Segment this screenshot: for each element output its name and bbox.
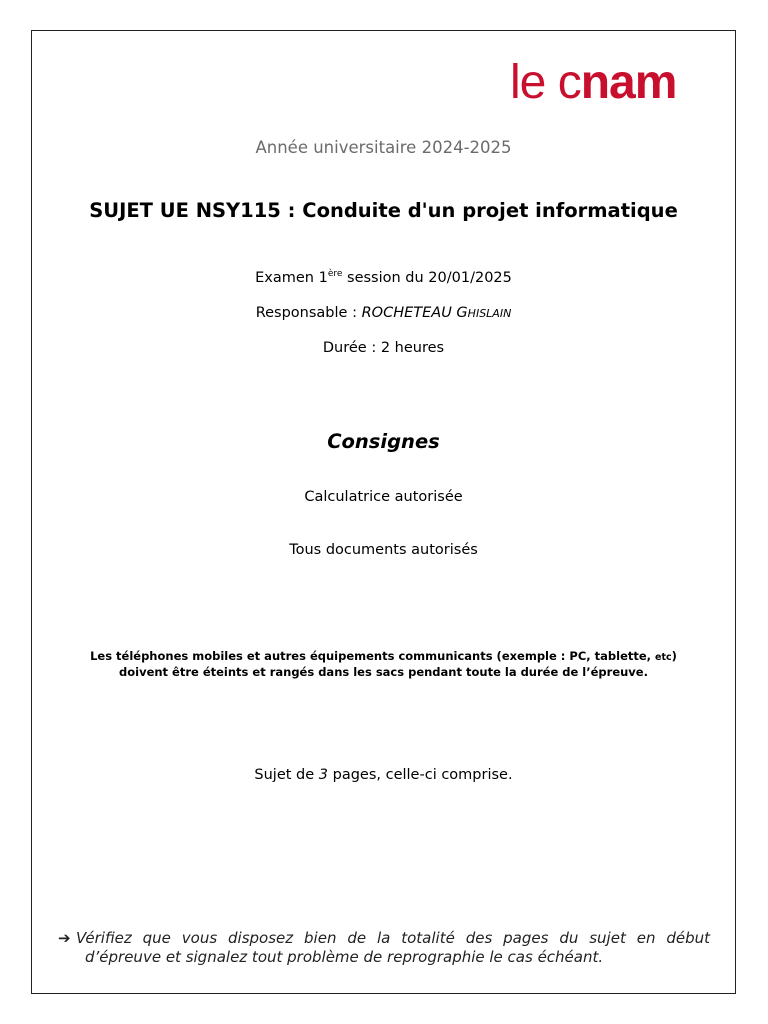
arrow-right-icon: ➔ <box>58 929 71 947</box>
page-border <box>31 30 736 994</box>
cnam-logo: le cnam <box>510 56 677 109</box>
exam-session: Examen 1ère session du 20/01/2025 <box>255 269 512 286</box>
phones-warning: Les téléphones mobiles et autres équipements communicants (exemple : PC, tablette, etc) doivent être éteints et rangés dans les sacs pendant toute la durée de l’épreuve. <box>90 649 677 679</box>
exam-responsable: Responsable : ROCHETEAU GHISLAIN <box>255 305 512 321</box>
page-title: SUJET UE NSY115 : Conduite d'un projet informatique <box>89 199 678 222</box>
page-count: Sujet de 3 pages, celle-ci comprise. <box>254 767 513 783</box>
academic-year: Année universitaire 2024-2025 <box>255 138 512 157</box>
consignes-heading: Consignes <box>327 430 440 453</box>
exam-duration: Durée : 2 heures <box>322 340 445 356</box>
verification-note: ➔ Vérifiez que vous disposez bien de la totalité des pages du sujet en début d’épreuve et signalez tout problème de reprographie le cas échéant. <box>58 929 710 966</box>
calculator-rule: Calculatrice autorisée <box>304 489 463 505</box>
documents-rule: Tous documents autorisés <box>289 542 478 558</box>
